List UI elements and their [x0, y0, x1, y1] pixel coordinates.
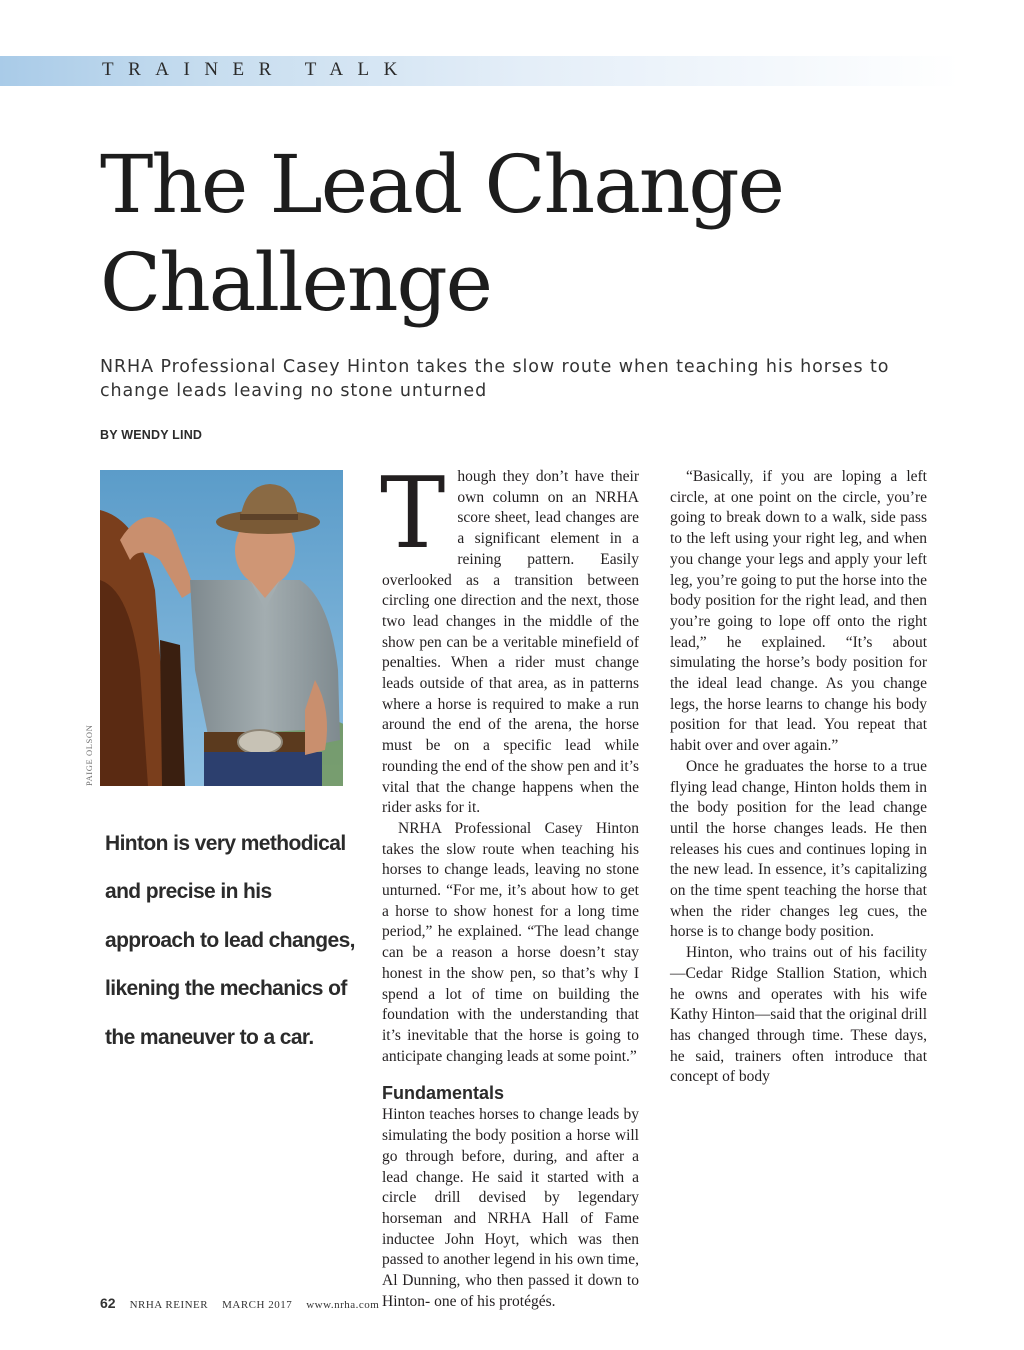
body-paragraph: Hinton, who trains out of his facility—Cedar Ridge Stallion Station, which he owns and operates with his wife Kathy Hinton—said that the original drill has changed through time. These days, he said, trainers often introduce that concept of body — [670, 944, 927, 1086]
page-number: 62 — [100, 1295, 116, 1311]
page-footer — [100, 1295, 389, 1313]
body-paragraph: Hinton teaches horses to change leads by simulating the body position a horse will go through before, during, and after a lead change. He said it started with a circle drill devised by legendary horseman and NRHA Hall of Fame inductee John Hoyt, which was then passed to another legend in his own time, Al Dunning, who then passed it down to Hinton- one of his protégés. — [382, 1106, 639, 1310]
trainer-photo — [100, 470, 343, 786]
body-paragraph: NRHA Professional Casey Hinton takes the slow route when teaching his horses to change leads, leaving no stone unturned. “For me, it’s about how to get a horse to show honest for a long time period,” he explained. “The lead change can be a reason a horse doesn’t stay honest in the show pen, so that’s why I spend a lot of time on building the foundation with the understanding that it’s inevitable that the horse is going to anticipate changing leads at some point.” — [382, 819, 639, 1065]
body-paragraph: “Basically, if you are loping a left circle, at one point on the circle, you’re going to break down to a walk, side pass to the left using your right leg, and when you change your legs and apply your left leg, you’re going to put the horse into the body position for the right lead, and then you’re going to lope off onto the right lead,” he explained. “It’s about simulating the horse’s body position for the ideal lead change. As you change legs, the horse learns to change his body position for that lead. You repeat that habit over and over again.” — [670, 468, 927, 755]
website-link[interactable]: www.nrha.com — [306, 1299, 380, 1311]
body-column-2 — [670, 467, 927, 1088]
article-title: The Lead Change Challenge — [100, 138, 783, 329]
body-column-1 — [380, 457, 639, 1312]
section-label: TRAINER TALK — [102, 59, 412, 80]
body-paragraph: Once he graduates the horse to a true flying lead change, Hinton holds them in the body position for the lead change until the horse changes leads. He then releases his cues and continues loping in the new lead. In essence, it’s capitalizing on the time spent teaching the horse that when the rider changes leg cues, the horse is to change body position. — [670, 757, 927, 941]
photo-credit: PAIGE OLSON — [84, 724, 94, 786]
article-deck: NRHA Professional Casey Hinton takes the slow route when teaching his horses to change leads leaving no stone unturned — [100, 357, 890, 401]
body-paragraph: hough they don’t have their own column on an NRHA score sheet, lead changes are a significant element in a reining pattern. Easily overlooked as a transition between circling one direction and the next, those two lead changes in the middle of the show pen can be a veritable minefield of penalties. When a rider must change leads outside of that area, as in patterns where a horse is required to make a run around the end of the arena, the horse must be on a specific lead while rounding the end of the show pen and it’s vital that the change happens when the rider asks for it. — [382, 468, 639, 817]
pull-quote: Hinton is very methodical and precise in his approach to lead changes, likening the mechanics of the maneuver to a car. — [105, 832, 355, 1049]
issue-date: MARCH 2017 — [222, 1299, 293, 1311]
subhead-fundamentals: Fundamentals — [382, 1083, 505, 1104]
drop-cap: T — [380, 457, 446, 571]
publication-name: NRHA REINER — [129, 1299, 209, 1311]
byline: BY WENDY LIND — [100, 428, 203, 442]
